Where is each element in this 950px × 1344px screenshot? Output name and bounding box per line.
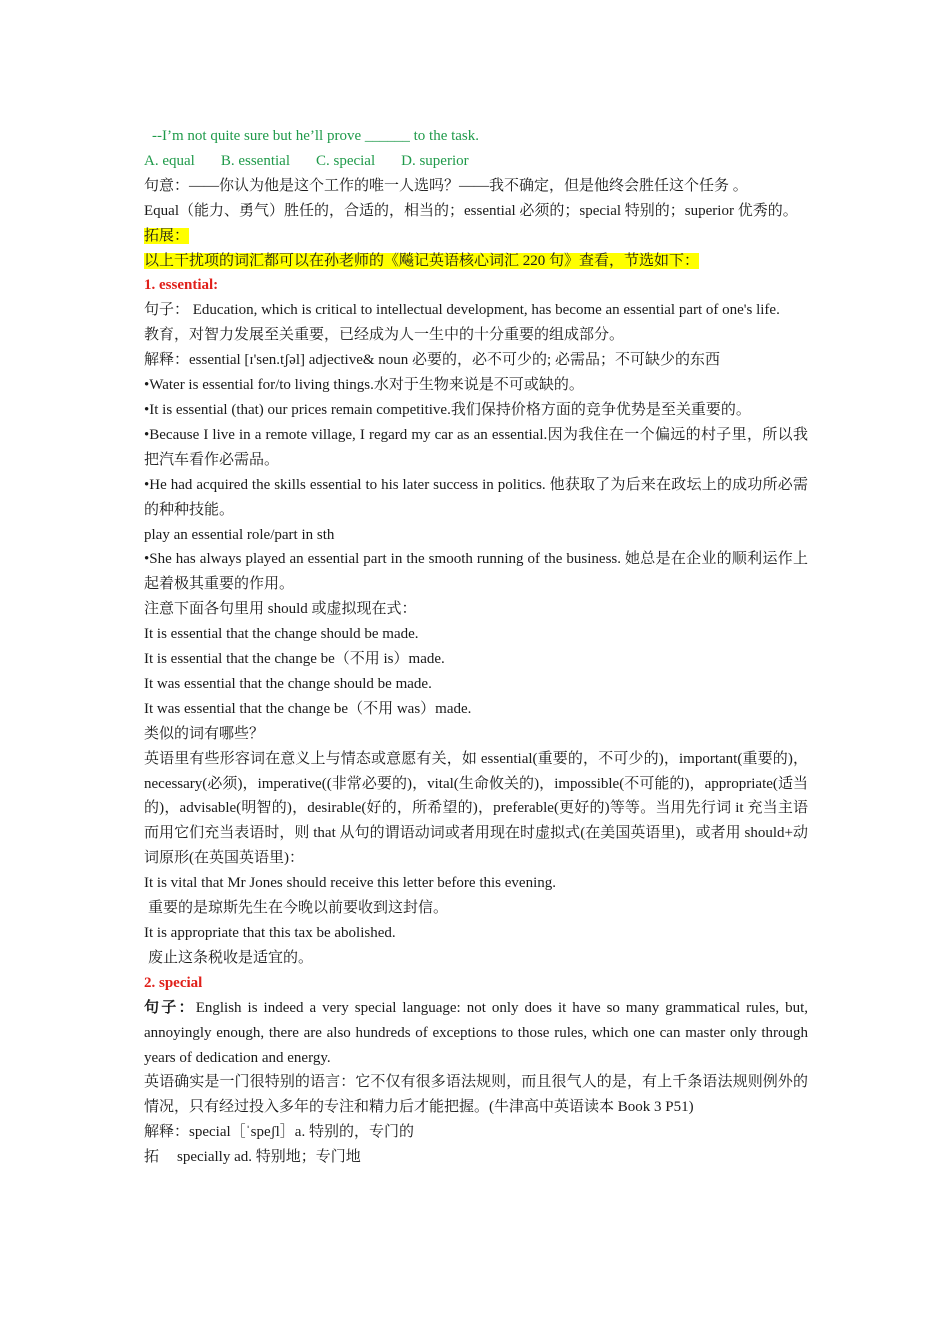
appropriate-translation: 废止这条税收是适宜的。 [148,949,314,966]
essential-example: •Because I live in a remote village, I regard my car as an essential.因为我住在一个偏远的村子里，所以我把汽车看作必需品。 [144,426,808,468]
essential-example: •Water is essential for/to living things.水对于生物来说是不可或缺的。 [144,377,584,394]
should-example: It is essential that the change should be made. [144,626,419,643]
essential-heading: 1. essential: [144,277,219,294]
essential-translation: 教育，对智力发展至关重要，已经成为人一生中的十分重要的组成部分。 [144,327,625,344]
document-page [144,124,808,1170]
options-row [144,149,808,174]
special-extend-word: specially ad. 特别地；专门地 [177,1149,361,1166]
should-note: 注意下面各句里用 should 或虚拟现在式： [144,601,417,618]
option-c: C. special [315,152,376,169]
should-example: It was essential that the change should be made. [144,675,432,692]
essential-sentence: 句子： Education, which is critical to intellectual development, has become an essential part of one's life. [144,302,780,319]
answer-explanation: Equal（能力、勇气）胜任的，合适的，相当的；essential 必须的；special 特别的；superior 优秀的。 [144,202,798,219]
prompt-after: to the task. [409,128,480,144]
vital-example: It is vital that Mr Jones should receive this letter before this evening. [144,875,556,892]
should-example: It was essential that the change be（不用 was）made. [144,700,472,717]
option-b: B. essential [220,152,290,169]
special-heading: 2. special [144,974,203,991]
extend-label: 拓展： [144,227,190,244]
special-extend-prefix: 拓 [144,1149,160,1166]
essential-example: •It is essential (that) our prices remain competitive.我们保持价格方面的竞争优势是至关重要的。 [144,401,751,418]
extend-note-row [144,249,808,274]
essential-phrase-example: •She has always played an essential part in the smooth running of the business. 她总是在企业的顺利运作上起着极其重要的作用。 [144,551,808,593]
question-prompt [144,124,808,149]
option-a: A. equal [144,152,195,169]
special-extend [144,1145,808,1170]
should-example: It is essential that the change be（不用 is）made. [144,651,445,668]
similar-text: 英语里有些形容词在意义上与情态或意愿有关，如 essential(重要的，不可少的)，important(重要的)，necessary(必须)，imperative((非常必要的)，vital(生命攸关的)，impossible(不可能的)，appropriate(适当的)，advisable(明智的)，desirable(好的，所希望的)，preferable(更好的)等等。当用先行词 it 充当主语而用它们充当表语时，则 that 从句的谓语动词或者用现在时虚拟式(在美国英语里)，或者用 should+动词原形(在英国英语里)： [144,750,808,867]
prompt-before: --I’m not quite sure but he’ll prove [152,128,365,144]
special-sentence-label: 句子： [144,999,196,1016]
special-sentence-text: English is indeed a very special language: not only does it have so many grammatical rules, but, annoyingly enough, there are also hundreds of exceptions to those rules, which one can master only through years of dedication and energy. [144,999,808,1066]
special-definition: 解释：special［ˈspeʃl］a. 特别的，专门的 [144,1124,414,1141]
option-d: D. superior [401,152,469,169]
sentence-meaning: 句意：——你认为他是这个工作的唯一人选吗？——我不确定，但是他终会胜任这个任务 。 [144,177,748,194]
extend-label-row [144,224,808,249]
vital-translation: 重要的是琼斯先生在今晚以前要收到这封信。 [148,900,449,917]
similar-question: 类似的词有哪些？ [144,725,265,742]
special-sentence [144,996,808,1071]
answer-blank: ______ [364,128,410,144]
special-translation: 英语确实是一门很特别的语言：它不仅有很多语法规则，而且很气人的是，有上千条语法规则例外的情况，只有经过投入多年的专注和精力后才能把握。(牛津高中英语读本 Book 3 P51) [144,1074,808,1116]
essential-phrase: play an essential role/part in sth [144,526,335,543]
appropriate-example: It is appropriate that this tax be abolished. [144,925,396,941]
essential-example: •He had acquired the skills essential to his later success in politics. 他获取了为后来在政坛上的成功所必需的种种技能。 [144,476,808,518]
extend-note: 以上干扰项的词汇都可以在孙老师的《飚记英语核心词汇 220 句》查看，节选如下： [144,252,700,269]
essential-definition: 解释：essential [ɪ'sen.tʃəl] adjective& noun 必要的，必不可少的; 必需品；不可缺少的东西 [144,352,720,369]
